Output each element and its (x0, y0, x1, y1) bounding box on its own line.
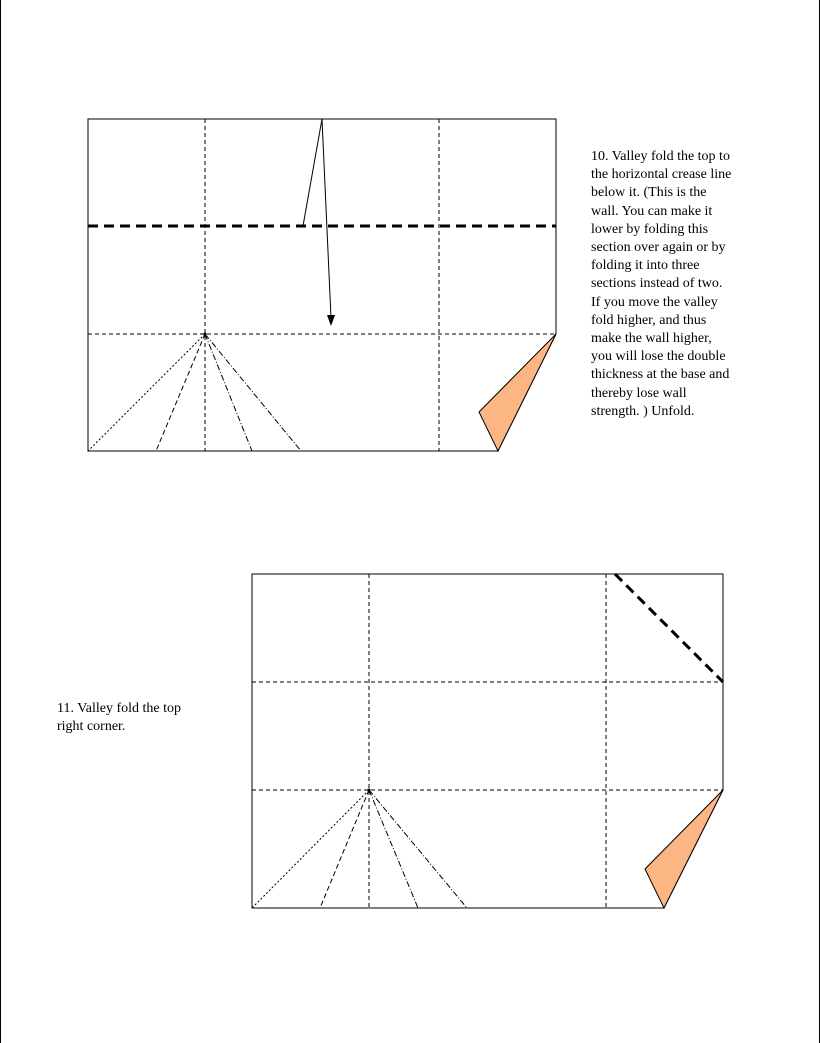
fold-arrow-icon (303, 119, 335, 326)
folded-corner-flap (479, 334, 556, 451)
paper-outline (88, 119, 556, 451)
fan-crease-1 (88, 334, 205, 451)
corner-valley-fold-line (615, 574, 723, 682)
paper-outline (252, 574, 723, 908)
step-10-instructions: 10. Valley fold the top to the horizontal crease line below it. (This is the wall. You can make it lower by folding this section over again or by folding it into three sections instead of two. If you move the valley fold higher, and thus make the wall higher, you will lose the double thickness at the base and thereby lose wall strength. ) Unfold. (591, 149, 732, 419)
fan-crease-3 (205, 334, 252, 451)
fan-crease-1 (252, 790, 369, 908)
fan-origin-point (368, 789, 371, 792)
fan-origin-point (204, 333, 207, 336)
fan-crease-3 (369, 790, 418, 908)
fan-crease-4 (205, 334, 301, 451)
fan-crease-2 (320, 790, 369, 908)
fan-crease-2 (156, 334, 205, 451)
folded-corner-flap (645, 790, 723, 908)
step-11-instructions: 11. Valley fold the top right corner. (57, 701, 182, 735)
fan-crease-4 (369, 790, 467, 908)
